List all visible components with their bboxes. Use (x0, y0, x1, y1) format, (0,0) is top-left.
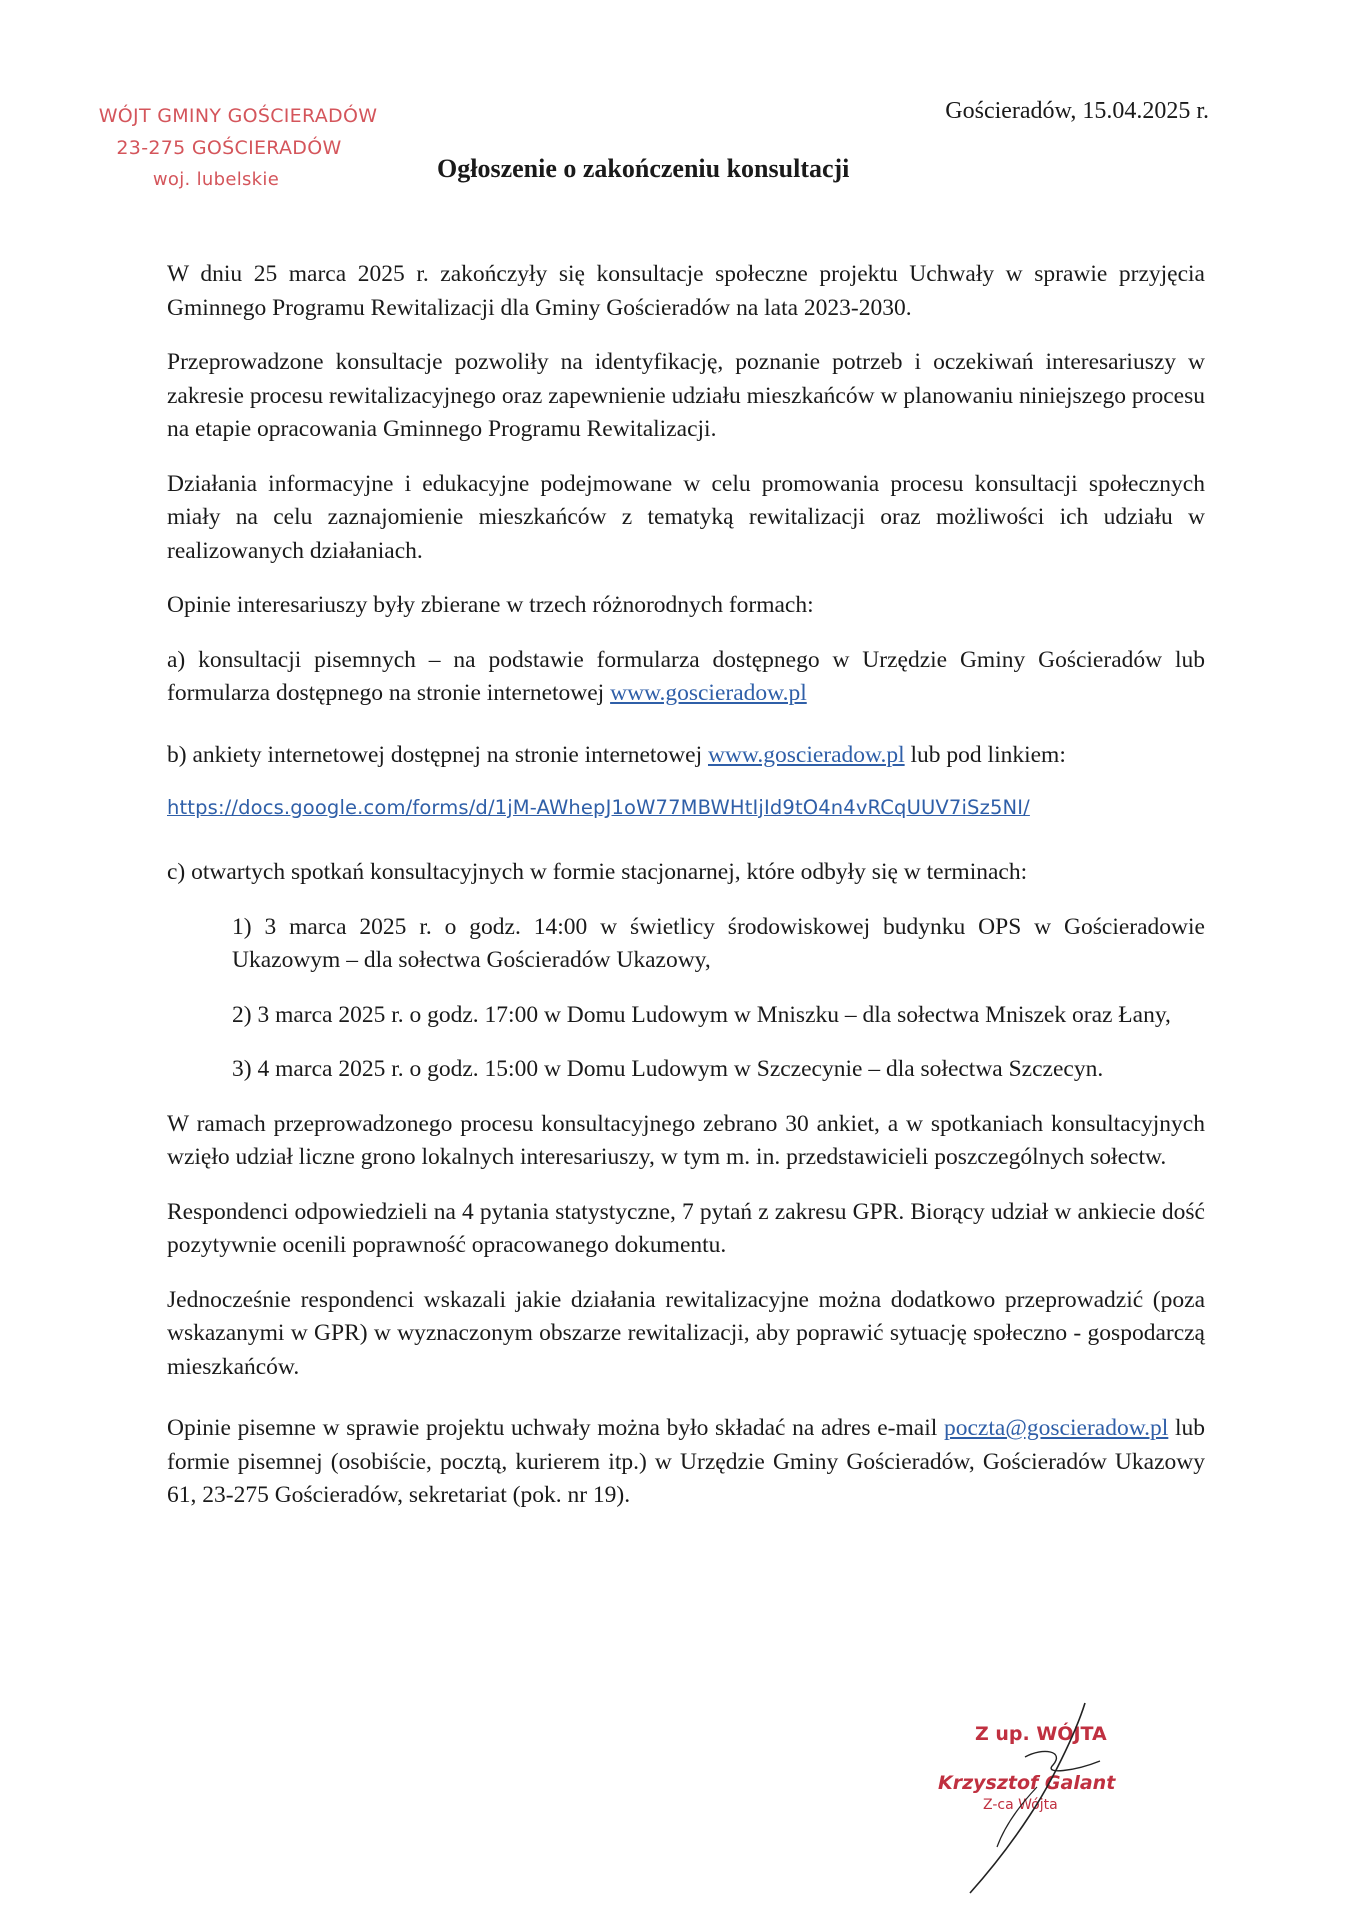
paragraph-suggestions: Jednocześnie respondenci wskazali jakie działania rewitalizacyjne można dodatkowo przeprowadzić (poza wskazanymi w GPR) w wyznaczonym obszarze rewitalizacji, aby poprawić sytuację społeczno - gospodarczą mieszkańców. (167, 1286, 1205, 1380)
paragraph-form-c: c) otwartych spotkań konsultacyjnych w formie stacjonarnej, które odbyły się w terminach: (167, 859, 1028, 885)
meeting-item: 3) 4 marca 2025 r. o godz. 15:00 w Domu Ludowym w Szczecynie – dla sołectwa Szczecyn. (232, 1056, 1104, 1082)
form-b-text: b) ankiety internetowej dostępnej na stronie internetowej (167, 741, 708, 768)
opinions-text-before: Opinie pisemne w sprawie projektu uchwały można było składać na adres e-mail (167, 1415, 944, 1441)
email-link[interactable]: poczta@goscieradow.pl (943, 1415, 1169, 1441)
signature-block (925, 1695, 1165, 1905)
website-link-a[interactable]: www.goscieradow.pl (610, 680, 807, 706)
form-a-text: a) konsultacji pisemnych – na podstawie formularza dostępnego w Urzędzie Gminy Gościeradów lub formularza dostępnego na stronie internetowej (167, 646, 1205, 706)
meeting-item: 1) 3 marca 2025 r. o godz. 14:00 w świetlicy środowiskowej budynku OPS w Gościeradowie Ukazowym – dla sołectwa Gościeradów Ukazowy, (232, 913, 1205, 973)
paragraph-information-actions: Działania informacyjne i edukacyjne podejmowane w celu promowania procesu konsultacji społecznych miały na celu zaznajomienie mieszkańców z tematyką rewitalizacji oraz możliwości ich udziału w realizowanych działaniach. (167, 470, 1205, 564)
document-body (167, 258, 1205, 1534)
handwritten-signature-icon (925, 1695, 1165, 1905)
paragraph-forms-intro: Opinie interesariuszy były zbierane w trzech różnorodnych formach: (167, 592, 814, 618)
paragraph-results: W ramach przeprowadzonego procesu konsultacyjnego zebrano 30 ankiet, a w spotkaniach konsultacyjnych wzięło udział liczne grono lokalnych interesariuszy, w tym m. in. przedstawicieli poszczególnych sołectw. (167, 1110, 1205, 1170)
paragraph-intro: W dniu 25 marca 2025 r. zakończyły się konsultacje społeczne projektu Uchwały w sprawie przyjęcia Gminnego Programu Rewitalizacji dla Gminy Gościeradów na lata 2023-2030. (167, 261, 1205, 321)
signature-name: Krzysztof Galant (938, 1772, 1116, 1794)
paragraph-form-a (167, 644, 1205, 711)
stamp-line-region: woj. lubelskie (152, 169, 280, 190)
paragraph-consultation-purpose: Przeprowadzone konsultacje pozwoliły na identyfikację, poznanie potrzeb i oczekiwań interesariuszy w zakresie procesu rewitalizacyjnego oraz zapewnienie udziału mieszkańców w planowaniu niniejszego procesu na etapie opracowania Gminnego Programu Rewitalizacji. (167, 349, 1205, 442)
survey-form-link[interactable]: https://docs.google.com/forms/d/1jM-AWhepJ1oW77MBWHtIjId9tO4n4vRCqUUV7iSz5NI/ (167, 796, 1030, 819)
document-title: Ogłoszenie o zakończeniu konsultacji (437, 154, 850, 183)
paragraph-written-opinions (167, 1412, 1205, 1513)
form-b-text-after: lub pod linkiem: (904, 741, 1066, 768)
signature-role: Z-ca Wójta (983, 1797, 1058, 1813)
meeting-item: 2) 3 marca 2025 r. o godz. 17:00 w Domu Ludowym w Mniszku – dla sołectwa Mniszek oraz Łany, (232, 1001, 1171, 1028)
signature-title: Z up. WÓJTA (975, 1723, 1107, 1745)
paragraph-form-b (167, 739, 1205, 773)
stamp-line-office: WÓJT GMINY GOŚCIERADÓW (98, 105, 378, 127)
opinions-text-after: lub formie pisemnej (osobiście, pocztą, kurierem itp.) w Urzędzie Gminy Gościeradów, Gościeradów Ukazowy 61, 23-275 Gościeradów, sekretariat (pok. nr 19). (167, 1415, 1206, 1508)
place-date: Gościeradów, 15.04.2025 r. (945, 98, 1209, 124)
paragraph-respondents: Respondenci odpowiedzieli na 4 pytania statystyczne, 7 pytań z zakresu GPR. Biorący udział w ankiecie dość pozytywnie ocenili poprawność opracowanego dokumentu. (167, 1198, 1205, 1258)
stamp-line-postal: 23-275 GOŚCIERADÓW (116, 137, 342, 159)
office-stamp (88, 100, 388, 196)
website-link-b[interactable]: www.goscieradow.pl (707, 741, 905, 768)
